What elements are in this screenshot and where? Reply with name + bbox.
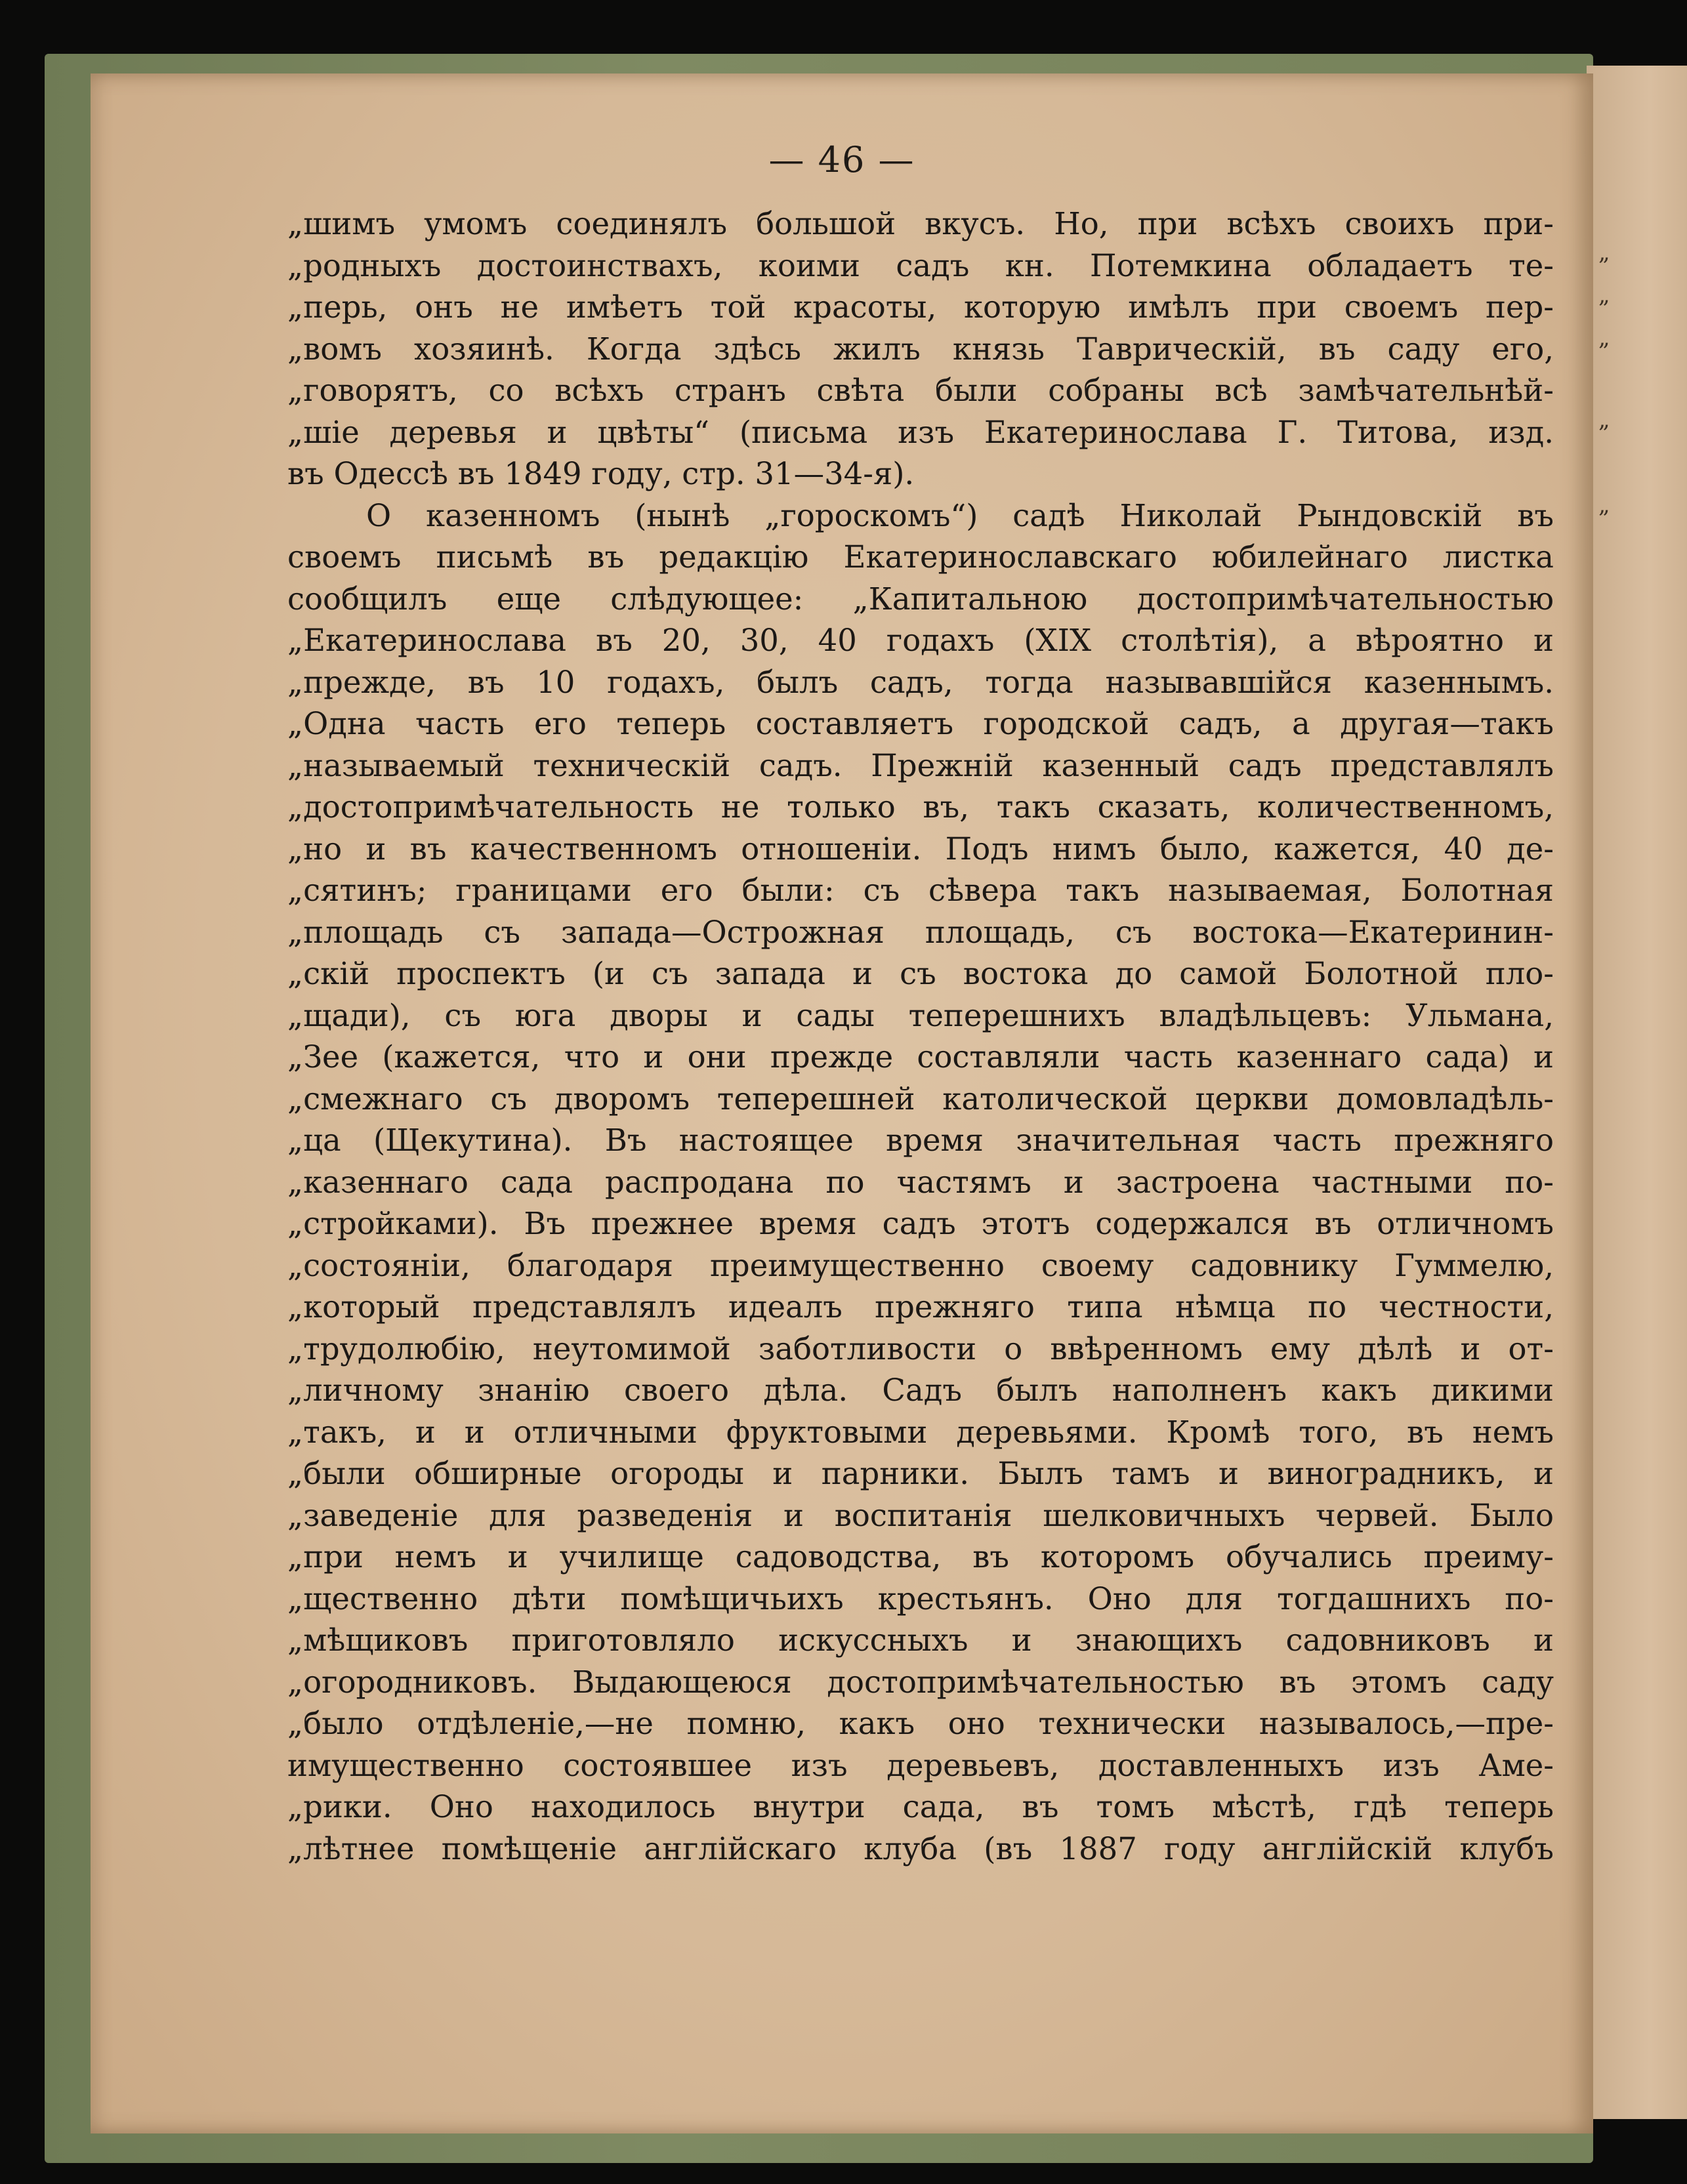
- text-line: „шіе деревья и цвѣты“ (письма изъ Екатеринослава Г. Титова, изд.: [287, 414, 1554, 450]
- text-line: О казенномъ (нынѣ „гороскомъ“) садѣ Николай Рындовскій въ: [366, 497, 1554, 533]
- facing-page-edge: [1587, 66, 1687, 2119]
- text-line: сообщилъ еще слѣдующее: „Капитальною достопримѣчательностью: [287, 581, 1554, 617]
- text-line: „называемый техническій садъ. Прежній казенный садъ представлялъ: [287, 747, 1554, 783]
- text-line: „при немъ и училище садоводства, въ которомъ обучались преиму-: [287, 1539, 1554, 1575]
- page-body: [287, 203, 1554, 1870]
- text-line: „прежде, въ 10 годахъ, былъ садъ, тогда называвшійся казеннымъ.: [287, 664, 1554, 700]
- text-line: „стройками). Въ прежнее время садъ этотъ содержался въ отличномъ: [287, 1206, 1554, 1241]
- facing-page-mark: „: [1598, 325, 1610, 351]
- text-line: „такъ, и и отличными фруктовыми деревьями. Кромѣ того, въ немъ: [287, 1414, 1554, 1450]
- text-line: „трудолюбію, неутомимой заботливости о ввѣренномъ ему дѣлѣ и от-: [287, 1330, 1554, 1367]
- text-line: „площадь съ запада—Острожная площадь, съ востока—Екатеринин-: [287, 914, 1554, 950]
- text-line: „Одна часть его теперь составляетъ городской садъ, а другая—такъ: [287, 706, 1554, 741]
- text-line: „лѣтнее помѣщеніе англійскаго клуба (въ 1887 году англійскій клубъ: [287, 1830, 1554, 1866]
- text-line: „перь, онъ не имѣетъ той красоты, которую имѣлъ при своемъ пер-: [287, 289, 1554, 325]
- text-line: имущественно состоявшее изъ деревьевъ, доставленныхъ изъ Аме-: [287, 1747, 1554, 1783]
- text-line: „смежнаго съ дворомъ теперешней католической церкви домовладѣль-: [287, 1081, 1554, 1117]
- text-line: „Екатеринослава въ 20, 30, 40 годахъ (XIX столѣтія), а вѣроятно и: [287, 623, 1554, 658]
- text-line: „вомъ хозяинѣ. Когда здѣсь жилъ князь Таврическій, въ саду его,: [287, 331, 1554, 367]
- page-number: — 46 —: [768, 139, 915, 180]
- text-line: „родныхъ достоинствахъ, коими садъ кн. Потемкина обладаетъ те-: [287, 247, 1554, 283]
- facing-page-mark: „: [1598, 407, 1610, 433]
- text-line: „состояніи, благодаря преимущественно своему садовнику Гуммелю,: [287, 1247, 1554, 1283]
- text-line: „личному знанію своего дѣла. Садъ былъ наполненъ какъ дикими: [287, 1372, 1554, 1408]
- facing-page-mark: „: [1598, 492, 1610, 518]
- text-line: „Зее (кажется, что и они прежде составляли часть казеннаго сада) и: [287, 1039, 1554, 1075]
- text-line: „были обширные огороды и парники. Былъ тамъ и виноградникъ, и: [287, 1456, 1554, 1491]
- text-line: „щади), съ юга дворы и сады теперешнихъ владѣльцевъ: Ульмана,: [287, 997, 1554, 1033]
- text-line: „достопримѣчательность не только въ, такъ сказать, количественномъ,: [287, 789, 1554, 825]
- text-line: „скій проспектъ (и съ запада и съ востока до самой Болотной пло-: [287, 956, 1554, 991]
- text-line: „сятинъ; границами его были: съ сѣвера такъ называемая, Болотная: [287, 873, 1554, 908]
- text-line: „шимъ умомъ соединялъ большой вкусъ. Но, при всѣхъ своихъ при-: [287, 206, 1554, 241]
- text-line: „ца (Щекутина). Въ настоящее время значительная часть прежняго: [287, 1123, 1554, 1158]
- text-line: своемъ письмѣ въ редакцію Екатеринославскаго юбилейнаго листка: [287, 539, 1554, 575]
- facing-page-mark: „: [1598, 282, 1610, 308]
- text-line: „но и въ качественномъ отношеніи. Подъ нимъ было, кажется, 40 де-: [287, 831, 1554, 867]
- book-page: [91, 73, 1593, 2133]
- text-line: „мѣщиковъ приготовляло искуссныхъ и знающихъ садовниковъ и: [287, 1622, 1554, 1658]
- text-line: „говорятъ, со всѣхъ странъ свѣта были собраны всѣ замѣчательнѣй-: [287, 373, 1554, 408]
- text-line: „казеннаго сада распродана по частямъ и застроена частными по-: [287, 1164, 1554, 1200]
- text-line: въ Одессѣ въ 1849 году, стр. 31—34-я).: [287, 456, 915, 491]
- text-line: „было отдѣленіе,—не помню, какъ оно технически называлось,—пре-: [287, 1706, 1554, 1741]
- facing-page-mark: „: [1598, 239, 1610, 266]
- text-line: „который представлялъ идеалъ прежняго типа нѣмца по честности,: [287, 1289, 1554, 1325]
- text-line: „заведеніе для разведенія и воспитанія шелковичныхъ червей. Было: [287, 1497, 1554, 1533]
- text-line: „огородниковъ. Выдающеюся достопримѣчательностью въ этомъ саду: [287, 1664, 1554, 1700]
- text-line: „рики. Оно находилось внутри сада, въ томъ мѣстѣ, гдѣ теперь: [287, 1789, 1554, 1824]
- text-line: „щественно дѣти помѣщичьихъ крестьянъ. Оно для тогдашнихъ по-: [287, 1580, 1554, 1617]
